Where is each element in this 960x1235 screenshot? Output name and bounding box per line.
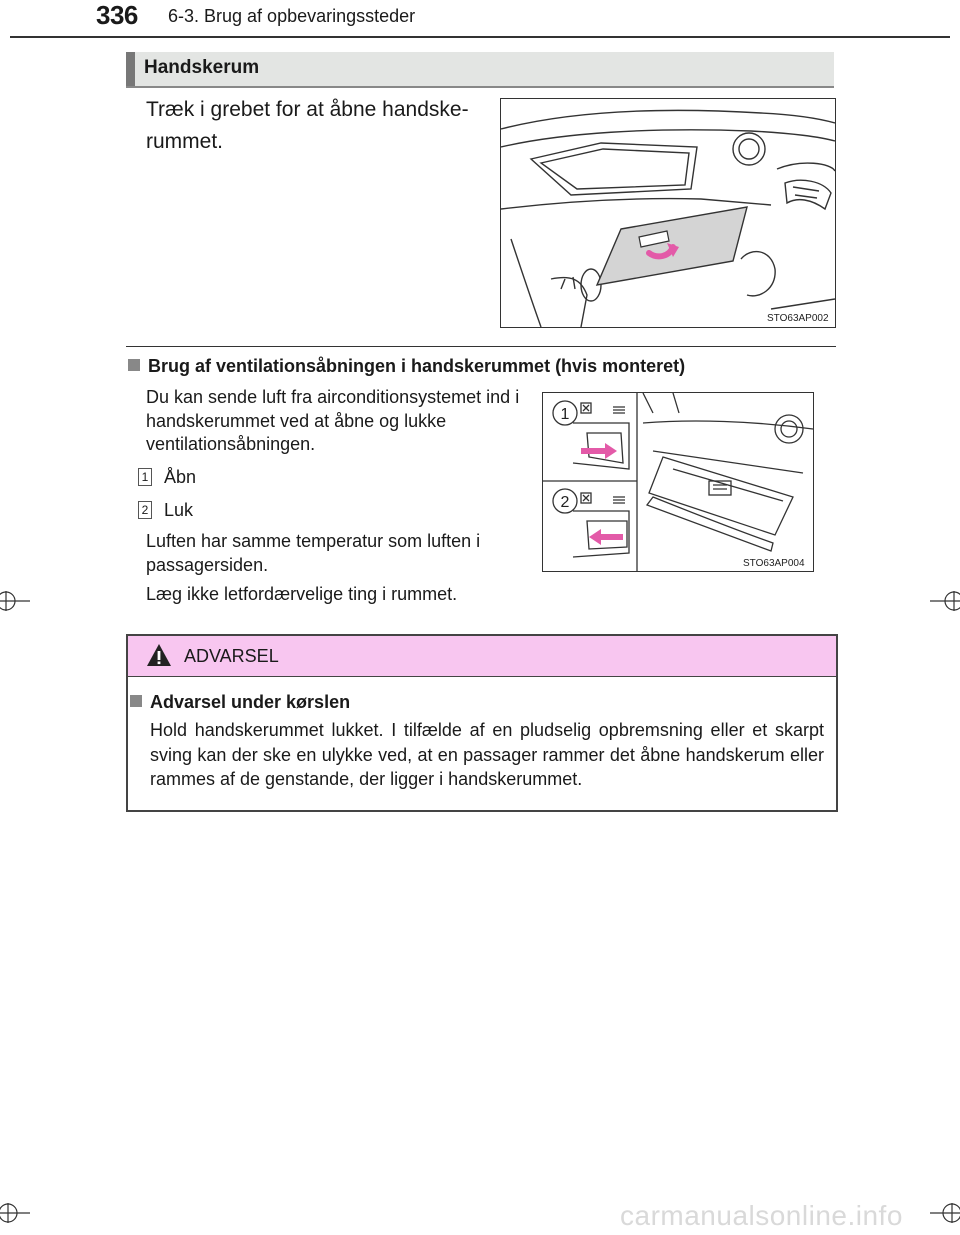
section-divider xyxy=(126,346,836,347)
page-number: 336 xyxy=(96,0,138,30)
section-accent xyxy=(126,52,135,86)
watermark: carmanualsonline.info xyxy=(620,1200,903,1231)
warning-title: ADVARSEL xyxy=(184,646,279,666)
warning-triangle-icon xyxy=(146,643,172,667)
bullet-square-icon xyxy=(128,359,140,371)
warning-header xyxy=(128,636,836,677)
glovebox-illustration xyxy=(500,98,836,328)
subsection-heading-text: Brug af ventilationsåbningen i handskerummet (hvis monteret) xyxy=(148,356,686,376)
paragraph: Du kan sende luft fra airconditionsystemet ind i handskerummet ved at åbne og lukke ventilationsåbningen. xyxy=(146,387,520,454)
callout-number: 2 xyxy=(138,501,152,519)
vent-illustration xyxy=(542,392,814,572)
callout-label: 2 xyxy=(560,494,570,511)
subsection-heading xyxy=(128,356,685,377)
figure-code: STO63AP002 xyxy=(767,313,829,324)
warning-subheading xyxy=(130,692,350,713)
header-divider xyxy=(10,36,950,38)
section-heading-bar xyxy=(126,52,834,88)
warning-subheading-text: Advarsel under kørslen xyxy=(150,692,351,712)
vent-drawing xyxy=(543,393,813,571)
chapter-title: 6-3. Brug af opbevaringssteder xyxy=(168,6,416,26)
warning-box xyxy=(126,634,838,812)
callout-number: 1 xyxy=(138,468,152,486)
list-item xyxy=(138,467,196,488)
paragraph: Luften har samme temperatur som luften i passagersiden. xyxy=(146,531,481,575)
intro-text: Træk i grebet for at åbne handske-rummet. xyxy=(146,98,469,153)
crop-mark-icon xyxy=(930,1198,960,1228)
crop-mark-icon xyxy=(0,1198,30,1228)
bullet-square-icon xyxy=(130,695,142,707)
crop-mark-icon xyxy=(930,586,960,616)
list-item-label: Åbn xyxy=(164,467,197,487)
list-item-label: Luk xyxy=(164,500,194,520)
paragraph: Læg ikke letfordærvelige ting i rummet. xyxy=(146,584,458,604)
figure-code: STO63AP004 xyxy=(743,558,805,569)
callout-label: 1 xyxy=(560,406,570,423)
glovebox-drawing xyxy=(501,99,835,327)
section-heading: Handskerum xyxy=(144,57,260,78)
crop-mark-icon xyxy=(0,586,30,616)
list-item xyxy=(138,500,193,521)
warning-text: Hold handskerummet lukket. I tilfælde af en pludselig opbremsning eller et skarpt sving kan der ske en ulykke ved, at en passager rammer det åbne handskerum eller rammes af de genstande, der ligger i handskerummet. xyxy=(150,720,824,789)
